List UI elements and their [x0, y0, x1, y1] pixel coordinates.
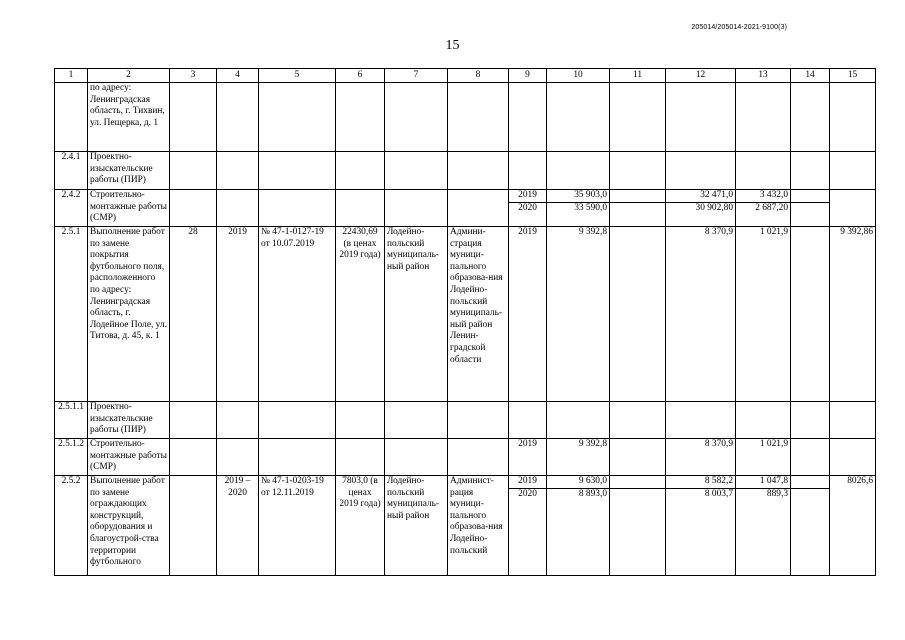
table-row: [55, 83, 876, 152]
amount-cell: 8 370,9: [666, 227, 736, 402]
row-number: 2.5.2: [55, 476, 88, 576]
year-cell: [509, 190, 547, 227]
municipality-cell: Лодейно-польский муниципаль-ный район: [385, 476, 448, 576]
amount-value: 35 903,0: [574, 190, 607, 200]
amount-value: 8 893,0: [547, 488, 609, 501]
table-row: [55, 439, 876, 476]
work-type-cell: Строительно-монтажные работы (СМР): [88, 439, 170, 476]
column-header: 2: [88, 69, 170, 83]
table-row: [55, 476, 876, 576]
amount-cell: 9 392,86: [830, 227, 876, 402]
work-type-cell: Проектно-изыскательские работы (ПИР): [88, 402, 170, 439]
column-header: 8: [448, 69, 509, 83]
amount-value: 3 432,0: [759, 190, 788, 200]
amount-cell: 9 392,8: [547, 439, 610, 476]
column-header: 7: [385, 69, 448, 83]
column-header: 3: [170, 69, 217, 83]
column-header: 14: [791, 69, 830, 83]
amount-value: 33 590,0: [547, 202, 609, 215]
address-cell: по адресу: Ленинградская область, г. Тихвин, ул. Пещерка, д. 1: [88, 83, 170, 152]
amount-cell: 8 370,9: [666, 439, 736, 476]
row-number: 2.5.1.1: [55, 402, 88, 439]
table-cell: [791, 476, 830, 576]
year-value: 2019: [518, 476, 537, 486]
row-number: 2.5.1.2: [55, 439, 88, 476]
contract-cell: № 47-1-0203-19 от 12.11.2019: [259, 476, 336, 576]
amount-cell: [666, 190, 736, 227]
amount-cell: 1 021,9: [736, 439, 791, 476]
page-number: 15: [445, 38, 460, 53]
table-row: [55, 227, 876, 402]
column-header: 4: [217, 69, 259, 83]
amount-cell: [547, 190, 610, 227]
municipality-cell: Лодейно-польский муниципаль-ный район: [385, 227, 448, 402]
year-cell: [509, 476, 547, 576]
amount-cell: [666, 476, 736, 576]
column-header: 1: [55, 69, 88, 83]
budget-table: [54, 68, 876, 576]
year-cell: 2019: [509, 439, 547, 476]
year-value: 2020: [509, 202, 546, 215]
year-cell: 2019: [509, 227, 547, 402]
amount-value: 2 687,20: [736, 202, 790, 215]
column-header: 9: [509, 69, 547, 83]
year-value: 2020: [509, 488, 546, 501]
column-header: 12: [666, 69, 736, 83]
year-cell: 2019 – 2020: [217, 476, 259, 576]
document-id: 205014/205014-2021-9100(3): [691, 24, 787, 31]
amount-cell: [736, 476, 791, 576]
year-value: 2019: [518, 190, 537, 200]
amount-value: 8 582,2: [704, 476, 733, 486]
year-cell: 2019: [217, 227, 259, 402]
table-row: [55, 402, 876, 439]
object-description: Выполнение работ по замене ограждающих конструкций, оборудования и благоустрой-ства территории футбольного: [88, 476, 170, 576]
row-number: 2.4.2: [55, 190, 88, 227]
amount-value: 889,3: [736, 488, 790, 501]
work-type-cell: Проектно-изыскательские работы (ПИР): [88, 152, 170, 190]
table-cell: 28: [170, 227, 217, 402]
amount-value: 9 630,0: [578, 476, 607, 486]
amount-value: 1 047,8: [759, 476, 788, 486]
amount-cell: [547, 476, 610, 576]
column-header: 6: [336, 69, 385, 83]
row-number: 2.4.1: [55, 152, 88, 190]
table-row: [55, 152, 876, 190]
table-cell: [791, 190, 830, 227]
administration-cell: Админи-страция муници-пального образова-ния Лодейно-польский муниципаль-ный район Ленин-градской области: [448, 227, 509, 402]
administration-cell: Админист-рация муници-пального образова-ния Лодейно-польский: [448, 476, 509, 576]
amount-value: 30 902,80: [666, 202, 735, 215]
cost-cell: 7803,0 (в ценах 2019 года): [336, 476, 385, 576]
amount-cell: 8026,6: [830, 476, 876, 576]
table-cell: [55, 83, 88, 152]
column-header: 11: [610, 69, 666, 83]
column-header: 5: [259, 69, 336, 83]
contract-cell: № 47-1-0127-19 от 10.07.2019: [259, 227, 336, 402]
column-header: 10: [547, 69, 610, 83]
row-number: 2.5.1: [55, 227, 88, 402]
table-cell: [610, 190, 666, 227]
column-header: 13: [736, 69, 791, 83]
object-description: Выполнение работ по замене покрытия футбольного поля, расположенного по адресу: Ленинградская область, г. Лодейное Поле, ул. Титова, д. 45, к. 1: [88, 227, 170, 402]
amount-value: 32 471,0: [700, 190, 733, 200]
amount-value: 8 003,7: [666, 488, 735, 501]
amount-cell: 9 392,8: [547, 227, 610, 402]
table-row: [55, 190, 876, 227]
column-header: 15: [830, 69, 876, 83]
amount-cell: [736, 190, 791, 227]
table-cell: [610, 476, 666, 576]
work-type-cell: Строительно-монтажные работы (СМР): [88, 190, 170, 227]
cost-cell: 22430,69 (в ценах 2019 года): [336, 227, 385, 402]
amount-cell: 1 021,9: [736, 227, 791, 402]
table-header-row: [55, 69, 876, 83]
